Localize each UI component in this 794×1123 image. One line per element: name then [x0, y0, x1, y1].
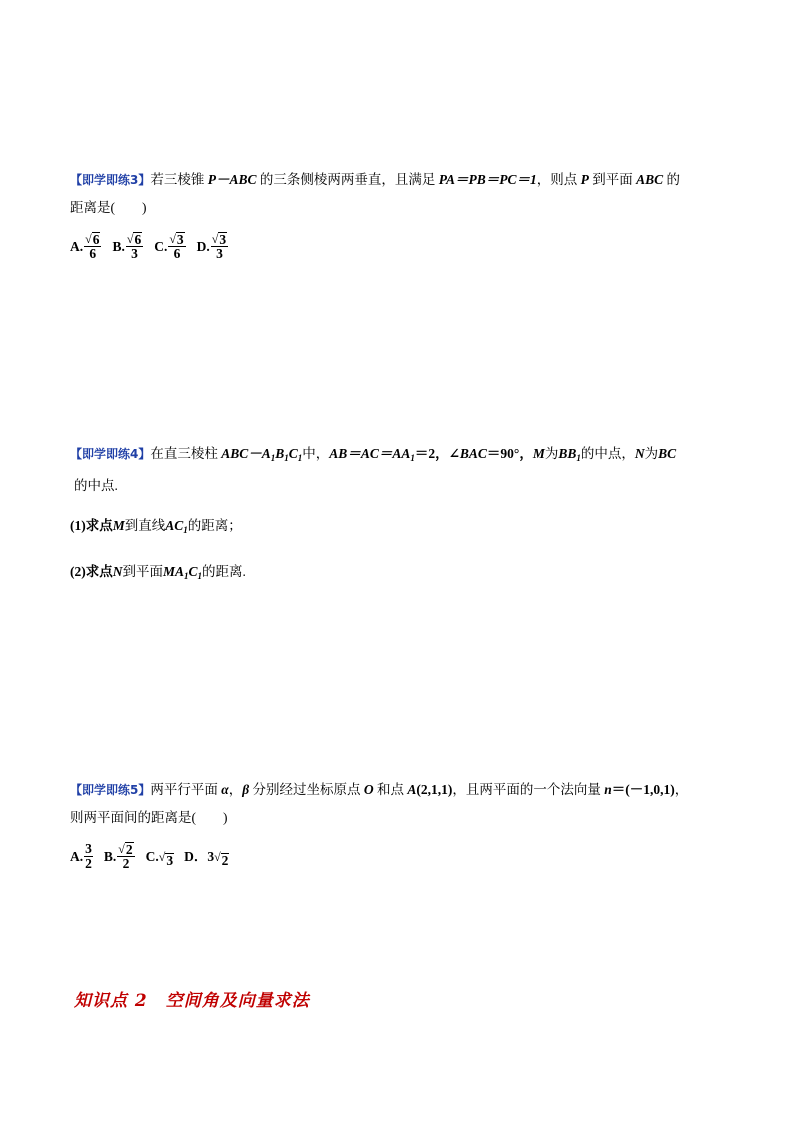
q3-tag: 【即学即练3】: [70, 173, 151, 187]
q3-option-b: √ 6 3: [126, 232, 142, 261]
q3-text-c: ，则点: [536, 172, 578, 187]
q3-pyramid: P－ABC: [207, 172, 257, 187]
q4-point-n: N: [634, 446, 645, 461]
q3-option-a: √ 6 6: [85, 232, 100, 261]
q3-text-d: 到平面: [592, 172, 633, 187]
q5-point-a: A: [407, 782, 417, 797]
q5-alpha: α: [221, 782, 229, 797]
q4-text-c: 为: [544, 446, 559, 461]
q5-origin: O: [363, 782, 374, 797]
q5-options: [70, 842, 734, 871]
q5-line2: 则两平面间的距离是( ): [70, 810, 228, 825]
q3-option-b-label: B.: [112, 238, 125, 254]
q4-segment-bc: BC: [658, 446, 677, 461]
q5-option-c-label: C.: [145, 848, 159, 864]
q5-option-b: √ 2 2: [118, 842, 133, 871]
q3-point-p: P: [580, 172, 589, 187]
q4-segment-bb1: $BB_1$: [558, 446, 581, 463]
q4-equation: $AB=AC=AA_1$: [329, 446, 415, 463]
q3-line2: 距离是( ): [70, 200, 147, 215]
q5-option-d-label: D．3: [184, 848, 215, 864]
question-3: [70, 170, 734, 261]
q3-line1: [70, 170, 734, 190]
q5-text-c: 和点: [377, 782, 404, 797]
q5-coord: (2,1,1): [416, 782, 453, 797]
q5-option-a-label: A.: [70, 848, 84, 864]
section-heading: 知识点 2 空间角及向量求法: [74, 991, 310, 1011]
q4-line2: 的中点.: [74, 478, 118, 493]
q5-beta: β: [242, 782, 250, 797]
q4-line1: [70, 444, 734, 468]
q4-angle-value: ＝90°，: [486, 446, 533, 461]
q5-normal: n: [604, 782, 612, 797]
q4-text-e: 为: [644, 446, 659, 461]
q5-vector: ＝(－1,0,1): [611, 782, 675, 797]
q4-prism: $ABC-A_1B_1C_1$: [221, 446, 303, 463]
q4-tag: 【即学即练4】: [70, 447, 151, 461]
q5-comma: ，: [228, 782, 243, 797]
q5-line1: [70, 780, 734, 800]
q4-part2: (2)求点N到平面$MA_1C_1$的距离.: [70, 564, 246, 581]
q3-text-a: 若三棱锥: [150, 172, 205, 187]
question-4: [70, 444, 734, 586]
q3-options: [70, 232, 734, 261]
q5-option-b-label: B.: [103, 848, 117, 864]
q3-option-a-label: A.: [70, 238, 84, 254]
q4-angle: BAC: [459, 446, 487, 461]
q5-text-b: 分别经过坐标原点: [252, 782, 361, 797]
q3-option-c: √ 3 6: [169, 232, 184, 261]
q3-option-d-label: D.: [196, 238, 210, 254]
q5-tag: 【即学即练5】: [70, 783, 151, 797]
q4-text-d: 的中点，: [580, 446, 635, 461]
q5-text-a: 两平行平面: [150, 782, 218, 797]
q3-option-d: √ 3 3: [211, 232, 227, 261]
q4-part1: (1)求点M到直线$AC_1$的距离；: [70, 518, 242, 535]
q3-text-b: 的三条侧棱两两垂直，且满足: [259, 172, 436, 187]
q5-option-a: $\frac{3}{2}$: [85, 841, 92, 871]
q3-plane: ABC: [636, 172, 664, 187]
q4-text-b: 中，: [302, 446, 330, 461]
q3-text-e: 的: [666, 172, 681, 187]
q5-option-d: √ 2: [214, 849, 229, 868]
q5-text-e: ，: [674, 782, 689, 797]
q4-text-a: 在直三棱柱: [150, 446, 218, 461]
q4-equation-rest: ＝2，∠: [414, 446, 460, 461]
question-5: [70, 780, 734, 871]
q5-option-c: √ 3: [158, 849, 174, 868]
q4-point-m: M: [532, 446, 545, 461]
q3-condition: PA＝PB＝PC＝1: [438, 172, 537, 187]
q3-option-c-label: C.: [154, 238, 168, 254]
q5-text-d: ，且两平面的一个法向量: [452, 782, 601, 797]
